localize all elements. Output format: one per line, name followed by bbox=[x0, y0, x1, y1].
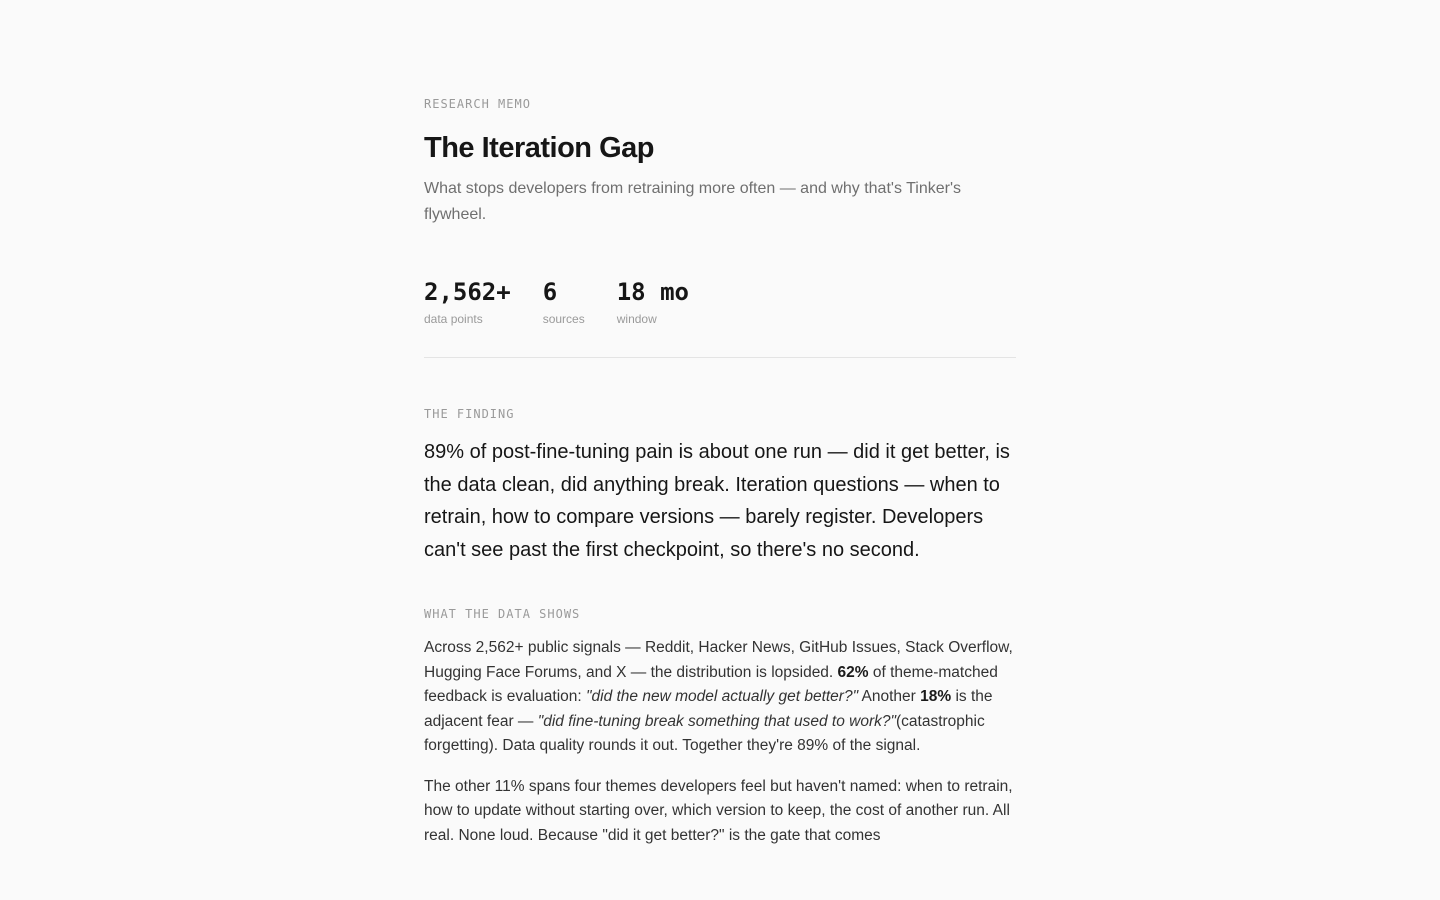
eyebrow-data-shows: WHAT THE DATA SHOWS bbox=[424, 607, 581, 621]
finding-text: 89% of post-fine-tuning pain is about one run — did it get better, is the data clean, did anything break. Iteration questions — when to retrain, how to compare versions — barely register. Developers can't see past the first checkpoint, so there's no second. bbox=[424, 441, 1010, 561]
page-subtitle: What stops developers from retraining more often — and why that's Tinker's flywheel. bbox=[424, 180, 962, 223]
stat-label: sources bbox=[542, 312, 585, 326]
text-run: Another bbox=[858, 688, 921, 705]
text-run: of theme-matched feedback is evaluation: bbox=[424, 663, 998, 705]
page-title: The Iteration Gap bbox=[424, 132, 654, 164]
stat-window bbox=[617, 278, 689, 327]
finding-section bbox=[424, 406, 1016, 566]
eyebrow-finding: THE FINDING bbox=[424, 407, 515, 421]
stat-label: window bbox=[616, 312, 657, 326]
memo-page bbox=[424, 0, 1016, 848]
text-run: is the adjacent fear — bbox=[424, 688, 993, 730]
stat-highlight: 18% bbox=[920, 688, 952, 705]
stats-row bbox=[424, 278, 1016, 358]
quote: "did fine-tuning break something that used to work?" bbox=[537, 712, 896, 730]
stat-value: 6 bbox=[542, 278, 558, 306]
text-run: Across 2,562+ public signals — Reddit, Hacker News, GitHub Issues, Stack Overflow, Hugging Face Forums, and X — the distribution is lopsided. bbox=[424, 639, 1013, 681]
data-paragraph-1 bbox=[424, 636, 1016, 759]
quote: "did the new model actually get better?" bbox=[586, 688, 859, 705]
stat-label: data points bbox=[424, 312, 483, 326]
stat-sources bbox=[543, 278, 585, 327]
data-section bbox=[424, 606, 1016, 848]
stat-value: 2,562+ bbox=[424, 278, 511, 306]
stat-data-points bbox=[424, 278, 511, 327]
data-paragraph-2: The other 11% spans four themes developers feel but haven't named: when to retrain, how to update without starting over, which version to keep, the cost of another run. All real. None loud. Because "did it get better?" is the gate that comes bbox=[424, 777, 1013, 844]
stat-highlight: 62% bbox=[837, 663, 869, 681]
text-run: (catastrophic forgetting). Data quality rounds it out. Together they're 89% of the signal. bbox=[424, 712, 985, 754]
stat-value: 18 mo bbox=[616, 278, 689, 306]
eyebrow-research-memo: RESEARCH MEMO bbox=[424, 97, 531, 111]
